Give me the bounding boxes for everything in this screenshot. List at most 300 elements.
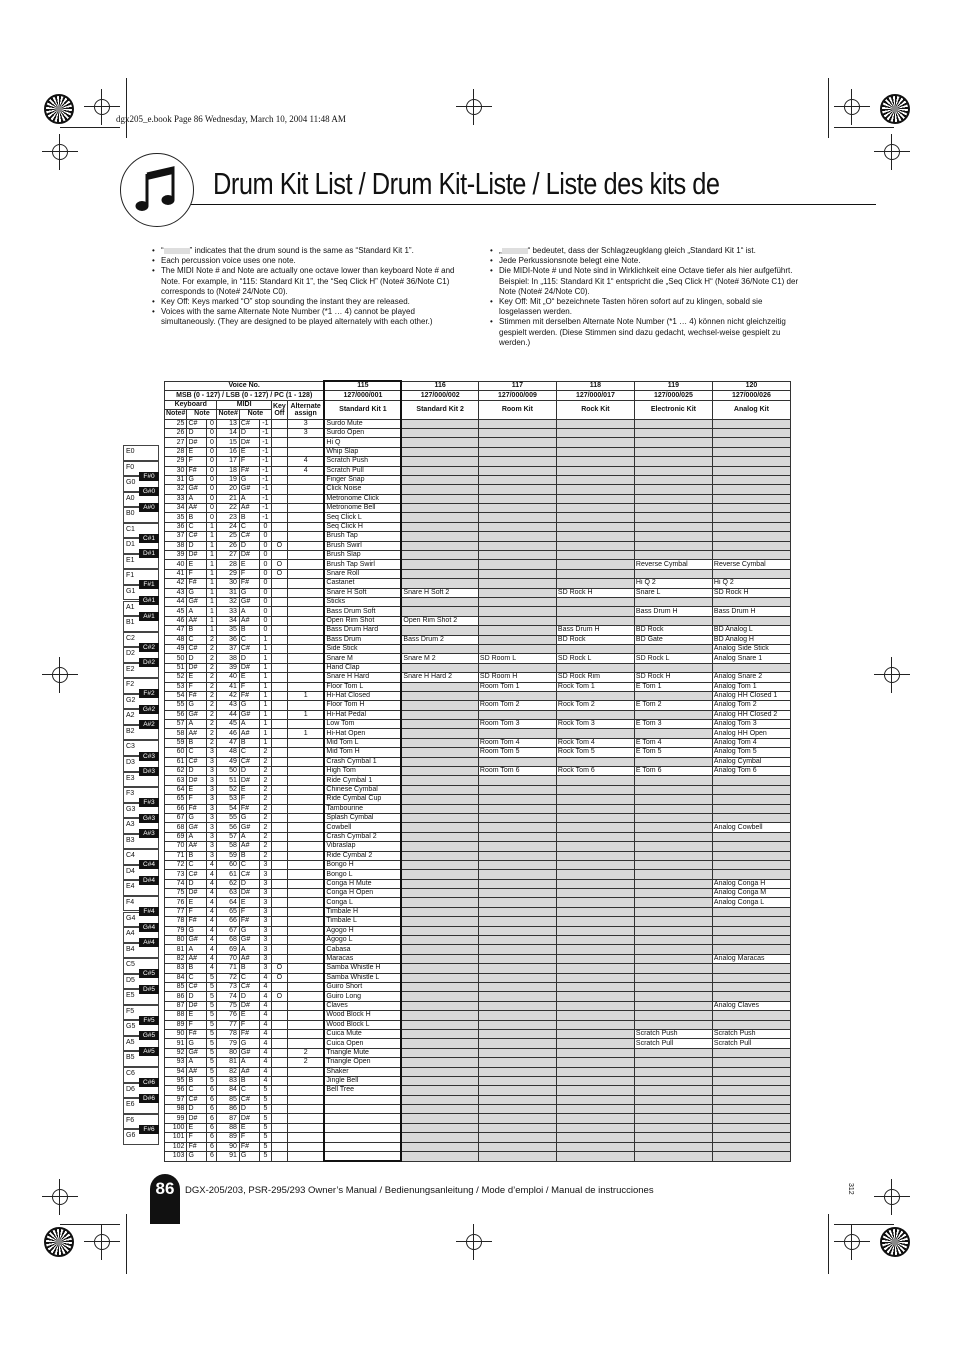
table-cell: 60: [217, 860, 239, 869]
kit-no: 120: [712, 381, 790, 391]
table-cell: Wood Block H: [324, 1011, 401, 1020]
table-cell: [401, 1058, 478, 1067]
table-cell: [271, 917, 287, 926]
table-cell: A#: [187, 1067, 207, 1076]
table-row: [165, 879, 791, 888]
table-cell: [634, 551, 712, 560]
table-cell: B: [187, 964, 207, 973]
registration-mark-icon: [840, 95, 864, 119]
table-cell: 52: [165, 673, 187, 682]
note-text: The MIDI Note # and Note are actually one octave lower than keyboard Note # and Note. For example, in “115: Standard Kit 1”, the “Seq Click H” (Note# 36/Note C1) corresponds to (Note# 24/Note C0).: [161, 266, 455, 296]
table-cell: [634, 964, 712, 973]
note-header: Note: [239, 410, 271, 419]
table-cell: [712, 1133, 790, 1142]
table-row: [165, 1133, 791, 1142]
table-cell: 3: [259, 860, 271, 869]
table-cell: E: [187, 560, 207, 569]
table-cell: [556, 504, 634, 513]
black-key: C#2: [139, 643, 159, 652]
table-cell: 71: [217, 964, 239, 973]
table-cell: D: [187, 541, 207, 550]
drum-table-body: [165, 419, 791, 1161]
table-row: [165, 691, 791, 700]
table-cell: [287, 1076, 324, 1085]
table-cell: Analog Conga L: [712, 898, 790, 907]
table-cell: [634, 813, 712, 822]
table-cell: G: [187, 588, 207, 597]
table-cell: [712, 1123, 790, 1132]
table-cell: [478, 607, 556, 616]
table-cell: [271, 1086, 287, 1095]
table-cell: Rock Tom 6: [556, 767, 634, 776]
table-cell: [478, 907, 556, 916]
table-cell: G: [239, 813, 259, 822]
table-cell: B: [187, 1076, 207, 1085]
black-key: A#1: [139, 612, 159, 621]
table-cell: 0: [259, 560, 271, 569]
black-key: G#2: [139, 705, 159, 714]
table-cell: [287, 795, 324, 804]
table-cell: [271, 438, 287, 447]
white-key: C4: [123, 849, 159, 865]
print-target-icon: [880, 1227, 910, 1257]
table-cell: Ride Cymbal 1: [324, 776, 401, 785]
table-cell: [556, 447, 634, 456]
table-cell: [478, 785, 556, 794]
table-cell: E Tom 2: [634, 701, 712, 710]
table-cell: 0: [259, 626, 271, 635]
table-cell: 1: [207, 588, 217, 597]
table-cell: [478, 945, 556, 954]
note-item: [490, 317, 804, 348]
kit-no: 116: [401, 381, 478, 391]
table-cell: D: [187, 1105, 207, 1114]
table-cell: [634, 823, 712, 832]
table-cell: SD Rock L: [556, 654, 634, 663]
table-cell: C: [187, 1086, 207, 1095]
note-item: [152, 266, 464, 297]
crop-line: [126, 1214, 127, 1274]
table-cell: 16: [217, 447, 239, 456]
table-cell: [556, 532, 634, 541]
table-cell: 4: [259, 1076, 271, 1085]
table-cell: [271, 936, 287, 945]
table-cell: 6: [207, 1133, 217, 1142]
table-cell: 2: [207, 701, 217, 710]
table-cell: [401, 1020, 478, 1029]
table-row: [165, 804, 791, 813]
table-cell: C#: [187, 1095, 207, 1104]
table-cell: Crash Cymbal 1: [324, 757, 401, 766]
table-cell: Snare H Soft 2: [401, 588, 478, 597]
midi-header: MIDI: [217, 400, 271, 409]
black-key: A#4: [139, 938, 159, 947]
kit-name: Electronic Kit: [634, 400, 712, 419]
table-row: [165, 663, 791, 672]
note-num-header: Note#: [218, 410, 238, 418]
table-cell: F#: [239, 804, 259, 813]
table-row: [165, 438, 791, 447]
table-cell: 83: [217, 1076, 239, 1085]
table-cell: Bass Drum: [324, 635, 401, 644]
table-cell: F: [187, 569, 207, 578]
table-row: [165, 1039, 791, 1048]
table-cell: [634, 466, 712, 475]
table-cell: SD Rock H: [712, 588, 790, 597]
table-cell: [271, 457, 287, 466]
table-cell: 1: [207, 597, 217, 606]
table-cell: [556, 898, 634, 907]
table-cell: 55: [217, 813, 239, 822]
kit-code: 127/000/009: [478, 391, 556, 400]
table-cell: [478, 776, 556, 785]
table-cell: [271, 907, 287, 916]
table-cell: [556, 428, 634, 437]
black-key: D#5: [139, 985, 159, 994]
table-row: [165, 1105, 791, 1114]
table-cell: [478, 964, 556, 973]
table-cell: Hi Q: [324, 438, 401, 447]
white-key: E5: [123, 989, 159, 1005]
black-key: C#3: [139, 752, 159, 761]
table-cell: F#: [187, 691, 207, 700]
table-cell: -1: [259, 438, 271, 447]
table-cell: F: [239, 682, 259, 691]
table-cell: [556, 813, 634, 822]
table-cell: Guiro Short: [324, 983, 401, 992]
table-cell: Analog Tom 3: [712, 720, 790, 729]
table-cell: [271, 691, 287, 700]
table-cell: 99: [165, 1114, 187, 1123]
page-number: 86: [150, 1174, 180, 1224]
table-cell: E: [239, 898, 259, 907]
white-key: F4: [123, 896, 159, 912]
table-cell: [556, 607, 634, 616]
table-cell: 28: [165, 447, 187, 456]
table-cell: 37: [165, 532, 187, 541]
table-cell: Snare Roll: [324, 569, 401, 578]
registration-mark-icon: [880, 140, 904, 164]
table-cell: Tambourine: [324, 804, 401, 813]
table-cell: 72: [165, 860, 187, 869]
table-cell: [287, 522, 324, 531]
table-cell: [401, 729, 478, 738]
table-cell: -1: [259, 457, 271, 466]
black-key: A#0: [139, 503, 159, 512]
table-cell: [556, 475, 634, 484]
table-cell: F#: [239, 466, 259, 475]
table-cell: C#: [187, 532, 207, 541]
table-cell: 5: [207, 992, 217, 1001]
table-cell: [712, 776, 790, 785]
table-cell: [634, 1114, 712, 1123]
table-cell: Hi-Hat Closed: [324, 691, 401, 700]
table-cell: A: [187, 720, 207, 729]
table-cell: -1: [259, 419, 271, 428]
table-cell: -1: [259, 494, 271, 503]
table-cell: [287, 776, 324, 785]
table-cell: [401, 926, 478, 935]
table-cell: [287, 973, 324, 982]
table-cell: 42: [217, 691, 239, 700]
table-row: [165, 795, 791, 804]
table-row: [165, 513, 791, 522]
table-cell: BD Analog L: [712, 626, 790, 635]
table-cell: [287, 701, 324, 710]
table-cell: [271, 1020, 287, 1029]
table-cell: C#: [239, 644, 259, 653]
table-cell: 57: [165, 720, 187, 729]
crop-line: [834, 1224, 894, 1225]
kit-code: 127/000/025: [634, 391, 712, 400]
table-row: [165, 1152, 791, 1162]
table-cell: [712, 1152, 790, 1162]
table-cell: [401, 475, 478, 484]
table-cell: [634, 973, 712, 982]
table-row: [165, 457, 791, 466]
table-cell: 3: [207, 785, 217, 794]
kit-no: 119: [634, 381, 712, 391]
table-cell: [287, 983, 324, 992]
table-cell: F: [239, 1133, 259, 1142]
table-cell: [478, 842, 556, 851]
table-cell: 5: [259, 1095, 271, 1104]
black-key: F#1: [139, 580, 159, 589]
table-cell: A#: [187, 729, 207, 738]
table-cell: Bongo L: [324, 870, 401, 879]
table-cell: [287, 494, 324, 503]
table-cell: [271, 1105, 287, 1114]
table-cell: [556, 926, 634, 935]
table-cell: 0: [207, 466, 217, 475]
print-target-icon: [880, 94, 910, 124]
table-cell: [271, 522, 287, 531]
table-cell: [556, 879, 634, 888]
table-cell: [401, 438, 478, 447]
table-cell: [634, 532, 712, 541]
table-cell: A: [239, 494, 259, 503]
table-cell: [478, 457, 556, 466]
table-cell: [478, 936, 556, 945]
table-cell: 1: [207, 560, 217, 569]
table-cell: 82: [165, 954, 187, 963]
table-cell: G: [239, 1039, 259, 1048]
table-cell: [712, 551, 790, 560]
table-cell: [271, 767, 287, 776]
table-cell: 4: [259, 1011, 271, 1020]
table-cell: [271, 870, 287, 879]
table-cell: [634, 428, 712, 437]
table-cell: C#: [239, 532, 259, 541]
crop-line: [828, 1214, 829, 1274]
table-cell: 40: [217, 673, 239, 682]
table-cell: [271, 1011, 287, 1020]
table-cell: Hand Clap: [324, 663, 401, 672]
table-cell: F: [187, 1020, 207, 1029]
table-cell: [271, 851, 287, 860]
table-cell: BD Rock: [634, 626, 712, 635]
table-row: [165, 776, 791, 785]
note-item: [152, 246, 464, 256]
table-cell: [271, 983, 287, 992]
crop-line: [834, 127, 894, 128]
table-cell: C#: [239, 757, 259, 766]
table-cell: [271, 485, 287, 494]
table-cell: [271, 926, 287, 935]
white-key: E4: [123, 880, 159, 896]
black-key: C#4: [139, 860, 159, 869]
table-cell: [401, 964, 478, 973]
table-cell: Claves: [324, 1001, 401, 1010]
white-key: F5: [123, 1005, 159, 1021]
key-off-header: Key Off: [271, 400, 287, 419]
table-cell: SD Room L: [478, 654, 556, 663]
table-cell: 27: [217, 551, 239, 560]
table-cell: 80: [217, 1048, 239, 1057]
kit-code: 127/000/001: [324, 391, 401, 400]
table-cell: Room Tom 2: [478, 701, 556, 710]
table-cell: D#: [187, 1001, 207, 1010]
table-cell: [556, 494, 634, 503]
table-cell: [271, 720, 287, 729]
table-cell: [287, 551, 324, 560]
table-cell: 3: [259, 936, 271, 945]
table-cell: 56: [217, 823, 239, 832]
table-cell: 4: [207, 898, 217, 907]
table-cell: C: [239, 635, 259, 644]
table-cell: [271, 466, 287, 475]
table-cell: 3: [287, 428, 324, 437]
table-cell: 42: [165, 579, 187, 588]
table-cell: [712, 522, 790, 531]
registration-mark-icon: [840, 1230, 864, 1254]
table-cell: [271, 729, 287, 738]
table-cell: [478, 1095, 556, 1104]
table-cell: 50: [217, 767, 239, 776]
table-cell: [287, 842, 324, 851]
white-key: G5: [123, 1020, 159, 1036]
table-cell: C: [239, 973, 259, 982]
table-row: [165, 1029, 791, 1038]
table-cell: -1: [259, 447, 271, 456]
table-cell: [712, 1058, 790, 1067]
table-cell: [287, 738, 324, 747]
table-cell: [712, 1076, 790, 1085]
table-cell: [401, 597, 478, 606]
table-cell: 5: [207, 1011, 217, 1020]
table-cell: -1: [259, 504, 271, 513]
table-cell: [478, 438, 556, 447]
table-cell: Triangle Open: [324, 1058, 401, 1067]
table-cell: [634, 1020, 712, 1029]
white-key: D4: [123, 865, 159, 881]
table-cell: [712, 1048, 790, 1057]
note-quote-open: “: [161, 246, 164, 255]
table-cell: -1: [259, 513, 271, 522]
white-key: G6: [123, 1129, 159, 1145]
table-cell: [287, 1133, 324, 1142]
table-cell: 3: [207, 804, 217, 813]
table-cell: [271, 945, 287, 954]
table-cell: [287, 767, 324, 776]
note-text: Jede Perkussionsnote belegt eine Note.: [499, 256, 641, 266]
table-cell: [634, 917, 712, 926]
table-cell: 2: [207, 673, 217, 682]
table-cell: B: [239, 1076, 259, 1085]
table-cell: 1: [207, 532, 217, 541]
table-cell: 1: [207, 541, 217, 550]
notes-german: [490, 246, 804, 348]
table-cell: 32: [217, 597, 239, 606]
table-cell: G: [187, 1039, 207, 1048]
table-cell: [401, 626, 478, 635]
table-cell: [401, 551, 478, 560]
table-cell: [478, 889, 556, 898]
table-cell: 1: [259, 673, 271, 682]
table-cell: G#: [239, 1048, 259, 1057]
table-cell: [712, 1067, 790, 1076]
table-cell: [271, 635, 287, 644]
table-cell: [556, 889, 634, 898]
table-cell: 1: [287, 691, 324, 700]
table-cell: D#: [239, 551, 259, 560]
table-cell: [556, 1020, 634, 1029]
table-cell: [287, 532, 324, 541]
table-cell: [478, 1076, 556, 1085]
table-cell: O: [271, 992, 287, 1001]
table-row: [165, 701, 791, 710]
table-cell: [634, 907, 712, 916]
table-cell: [287, 860, 324, 869]
table-cell: [271, 654, 287, 663]
table-cell: O: [271, 964, 287, 973]
table-cell: [556, 832, 634, 841]
table-cell: 54: [217, 804, 239, 813]
table-cell: [634, 1133, 712, 1142]
table-cell: [478, 419, 556, 428]
table-cell: [634, 832, 712, 841]
table-cell: 3: [259, 870, 271, 879]
table-cell: [324, 1152, 401, 1162]
crop-line: [60, 127, 120, 128]
note-item: [490, 256, 804, 266]
table-cell: B: [239, 964, 259, 973]
table-row: [165, 597, 791, 606]
table-cell: 76: [217, 1011, 239, 1020]
table-cell: [478, 870, 556, 879]
table-cell: [556, 1142, 634, 1151]
table-cell: [287, 898, 324, 907]
table-cell: G: [239, 475, 259, 484]
table-cell: Snare H Soft: [324, 588, 401, 597]
table-cell: Snare H Hard 2: [401, 673, 478, 682]
table-cell: O: [271, 541, 287, 550]
table-cell: 4: [207, 907, 217, 916]
table-cell: A: [187, 1058, 207, 1067]
table-cell: D#: [239, 776, 259, 785]
music-note-icon: [120, 153, 194, 227]
table-row: [165, 607, 791, 616]
table-cell: 92: [165, 1048, 187, 1057]
table-cell: 5: [259, 1105, 271, 1114]
table-cell: 6: [207, 1086, 217, 1095]
table-cell: C: [239, 748, 259, 757]
table-cell: 2: [207, 710, 217, 719]
table-cell: Ride Cymbal Cup: [324, 795, 401, 804]
table-cell: E: [187, 785, 207, 794]
table-cell: 40: [165, 560, 187, 569]
table-cell: [401, 720, 478, 729]
